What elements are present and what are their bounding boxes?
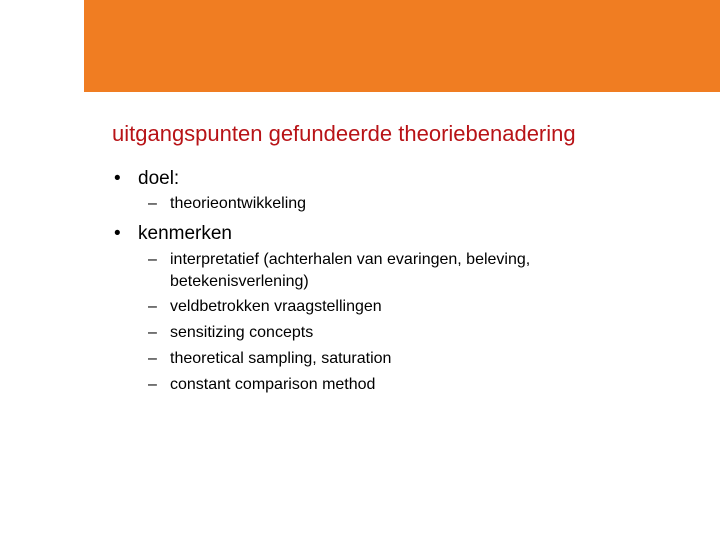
sub-item	[148, 195, 306, 213]
sub-item	[148, 324, 313, 342]
sub-item-label: theorieontwikkeling	[170, 195, 307, 212]
dash-glyph: –	[148, 376, 157, 393]
page-title: uitgangspunten gefundeerde theoriebenadering	[112, 121, 576, 146]
dash-glyph: –	[148, 324, 157, 341]
dash-glyph: –	[148, 298, 157, 315]
sub-item	[148, 376, 375, 394]
dash-glyph: –	[148, 195, 157, 212]
dash-glyph: –	[148, 350, 157, 367]
bullet-label: kenmerken	[138, 223, 232, 244]
bullet-item	[114, 168, 179, 190]
sub-item-label: theoretical sampling, saturation	[170, 350, 392, 367]
svg-text:RADBOUD UNIVERSITEIT NIJMEGEN: ADBOUD UNIVERSITEIT NIJMEGE	[15, 43, 63, 72]
bullet-label: doel:	[138, 168, 180, 189]
sub-item	[148, 298, 382, 316]
sub-item	[148, 251, 530, 269]
sub-item-label: veldbetrokken vraagstellingen	[170, 298, 382, 315]
sub-item-label: interpretatief (achterhalen van evaringen, beleving,	[170, 251, 531, 268]
sub-item-continuation: betekenisverlening)	[170, 273, 309, 290]
bullet-glyph: •	[114, 168, 121, 189]
dash-glyph: –	[148, 251, 157, 268]
sub-item-label: constant comparison method	[170, 376, 376, 393]
sub-item	[148, 350, 391, 368]
bullet-item	[114, 223, 232, 245]
bullet-glyph: •	[114, 223, 121, 244]
sub-item-label: sensitizing concepts	[170, 324, 314, 341]
